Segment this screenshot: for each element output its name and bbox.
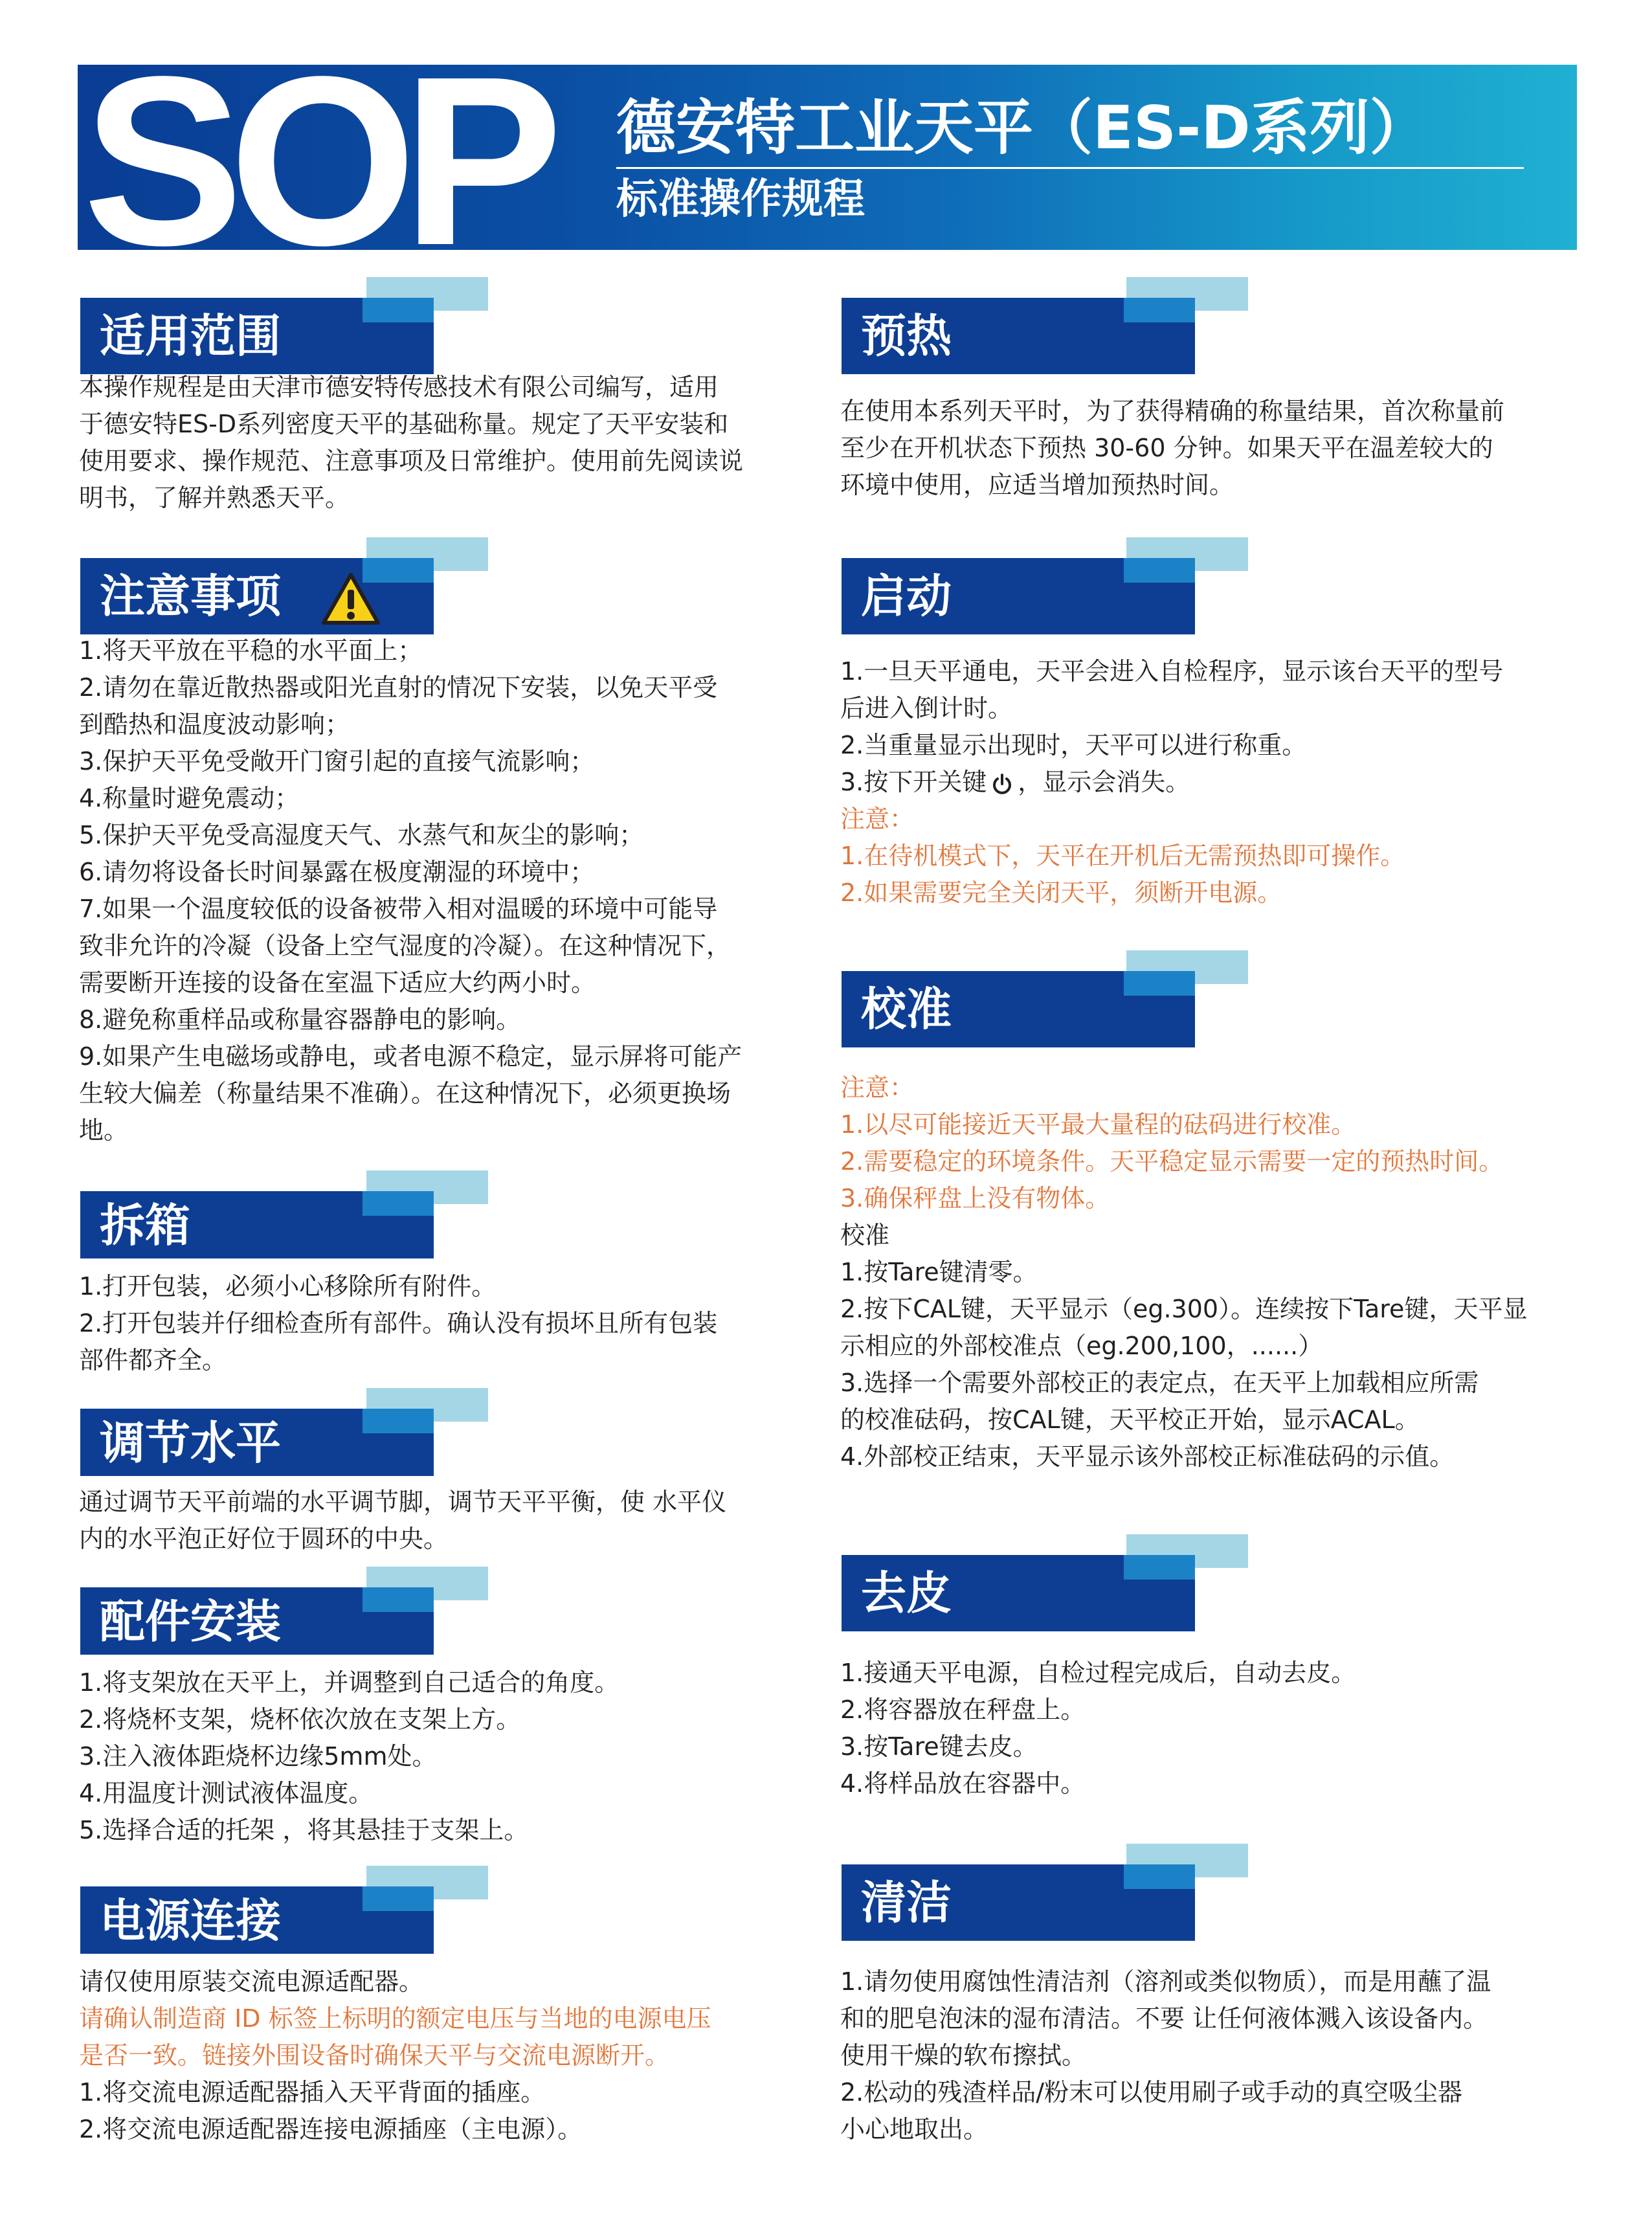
text-line: 使用干燥的软布擦拭。	[840, 2041, 1087, 2070]
precautions-text	[79, 632, 823, 1149]
text-line: 4.将样品放在容器中。	[840, 1769, 1086, 1798]
section-title-scope: 适用范围	[100, 309, 281, 363]
text-line: 1.请勿使用腐蚀性清洁剂（溶剂或类似物质），而是用蘸了温	[840, 1967, 1491, 1996]
section-title-tare: 去皮	[861, 1567, 952, 1620]
text-line: 示相应的外部校准点（eg.200,100，......）	[840, 1332, 1323, 1360]
text-line: 2.将容器放在秤盘上。	[840, 1695, 1086, 1724]
calibration-note-line: 2.需要稳定的环境条件。天平稳定显示需要一定的预热时间。	[840, 1147, 1504, 1176]
text-line: 后进入倒计时。	[840, 694, 1013, 722]
startup-note-line: 1.在待机模式下，天平在开机后无需预热即可操作。	[840, 842, 1405, 870]
text-line	[840, 764, 1604, 801]
preheat-text	[840, 393, 1604, 504]
text-line: 通过调节天平前端的水平调节脚，调节天平平衡，使 水平仪	[79, 1488, 727, 1516]
text-line: 小心地取出。	[840, 2115, 988, 2143]
text-line: 3.按Tare键去皮。	[840, 1732, 1038, 1761]
power-note-line: 请确认制造商 ID 标签上标明的额定电压与当地的电源电压	[79, 2004, 711, 2033]
header-accent-blue	[1124, 1864, 1195, 1889]
text-line: 生较大偏差（称量结果不准确）。在这种情况下，必须更换场	[79, 1079, 731, 1108]
header-accent-blue	[363, 1886, 434, 1911]
text-line: 5.保护天平免受高湿度天气、水蒸气和灰尘的影响；	[79, 821, 644, 849]
power-text	[79, 1963, 823, 2148]
text-line: 2.按下CAL键，天平显示（eg.300）。连续按下Tare键，天平显	[840, 1295, 1528, 1323]
unboxing-text	[79, 1268, 823, 1379]
text-line: 4.用温度计测试液体温度。	[79, 1779, 374, 1807]
text-line: 使用要求、操作规范、注意事项及日常维护。使用前先阅读说	[79, 447, 744, 475]
section-title-precautions: 注意事项	[100, 570, 281, 623]
text-line: 的校准砝码，按CAL键，天平校正开始，显示ACAL。	[840, 1405, 1420, 1434]
text-line: 明书，了解并熟悉天平。	[79, 484, 350, 512]
text-line: 本操作规程是由天津市德安特传感技术有限公司编写，适用	[79, 373, 719, 401]
header-banner	[78, 65, 1577, 250]
header-accent-blue	[1124, 971, 1195, 996]
power-key-text: 3.按下开关键	[840, 768, 987, 796]
text-line: 请仅使用原装交流电源适配器。	[79, 1967, 424, 1996]
text-line: 至少在开机状态下预热 30-60 分钟。如果天平在温差较大的	[840, 434, 1493, 462]
header-accent-blue	[363, 298, 434, 322]
text-line: 8.避免称重样品或称量容器静电的影响。	[79, 1005, 521, 1034]
text-line: 2.打开包装并仔细检查所有部件。确认没有损坏且所有包装	[79, 1309, 718, 1337]
section-title-cleaning: 清洁	[861, 1876, 952, 1929]
text-line: 3.保护天平免受敞开门窗引起的直接气流影响；	[79, 747, 595, 776]
power-icon	[990, 772, 1014, 796]
header-accent-blue	[363, 1191, 434, 1216]
text-line: 地。	[79, 1116, 129, 1145]
text-line: 环境中使用，应适当增加预热时间。	[840, 471, 1234, 499]
power-note-line: 是否一致。链接外围设备时确保天平与交流电源断开。	[79, 2041, 670, 2070]
text-line: 2.松动的残渣样品/粉末可以使用刷子或手动的真空吸尘器	[840, 2078, 1463, 2107]
section-title-power: 电源连接	[100, 1894, 281, 1947]
calibration-note-line: 1.以尽可能接近天平最大量程的砝码进行校准。	[840, 1110, 1356, 1139]
tare-text	[840, 1655, 1604, 1802]
text-line: 1.打开包装，必须小心移除所有附件。	[79, 1272, 497, 1301]
text-line: 校准	[840, 1221, 890, 1249]
power-key-suffix: ，显示会消失。	[1018, 768, 1190, 796]
text-line: 3.注入液体距烧杯边缘5mm处。	[79, 1742, 437, 1771]
warning-triangle-icon	[321, 572, 381, 625]
header-accent-blue	[1124, 298, 1195, 322]
startup-note-line: 2.如果需要完全关闭天平，须断开电源。	[840, 878, 1282, 907]
section-title-accessories: 配件安装	[100, 1595, 281, 1648]
text-line: 于德安特ES-D系列密度天平的基础称量。规定了天平安装和	[79, 410, 729, 438]
text-line: 1.一旦天平通电，天平会进入自检程序，显示该台天平的型号	[840, 657, 1504, 686]
text-line: 7.如果一个温度较低的设备被带入相对温暖的环境中可能导	[79, 895, 718, 923]
text-line: 4.称量时避免震动；	[79, 784, 300, 812]
header-accent-blue	[1124, 558, 1195, 583]
text-line: 2.当重量显示出现时，天平可以进行称重。	[840, 731, 1307, 759]
header-accent-blue	[1124, 1555, 1195, 1580]
header-accent-blue	[363, 1409, 434, 1433]
text-line: 1.将支架放在天平上，并调整到自己适合的角度。	[79, 1668, 620, 1697]
calibration-note-line: 注意：	[840, 1073, 915, 1102]
text-line: 1.接通天平电源，自检过程完成后，自动去皮。	[840, 1659, 1356, 1687]
leveling-text	[79, 1484, 823, 1558]
section-title-calibration: 校准	[861, 983, 952, 1036]
text-line: 1.将天平放在平稳的水平面上；	[79, 636, 423, 665]
section-title-leveling: 调节水平	[100, 1416, 281, 1470]
section-title-startup: 启动	[861, 570, 952, 623]
document-subtitle: 标准操作规程	[616, 175, 865, 223]
text-line: 6.请勿将设备长时间暴露在极度潮湿的环境中；	[79, 858, 595, 886]
startup-text	[840, 653, 1604, 911]
text-line: 2.将烧杯支架，烧杯依次放在支架上方。	[79, 1705, 521, 1734]
text-line: 在使用本系列天平时，为了获得精确的称量结果，首次称量前	[840, 397, 1505, 425]
text-line: 和的肥皂泡沫的湿布清洁。不要 让任何液体溅入该设备内。	[840, 2004, 1488, 2033]
header-accent-blue	[363, 1587, 434, 1612]
text-line: 部件都齐全。	[79, 1346, 227, 1374]
text-line: 9.如果产生电磁场或静电，或者电源不稳定，显示屏将可能产	[79, 1042, 742, 1071]
startup-note-line: 注意：	[840, 805, 915, 833]
text-line: 1.将交流电源适配器插入天平背面的插座。	[79, 2078, 546, 2107]
document-title: 德安特工业天平（ES-D系列）	[616, 93, 1429, 162]
text-line: 4.外部校正结束，天平显示该外部校正标准砝码的示值。	[840, 1442, 1455, 1471]
text-line: 致非允许的冷凝（设备上空气湿度的冷凝）。在这种情况下，	[79, 932, 731, 960]
calibration-text	[840, 1069, 1604, 1475]
accessories-text	[79, 1664, 823, 1849]
text-line: 3.选择一个需要外部校正的表定点，在天平上加载相应所需	[840, 1369, 1479, 1397]
section-title-unboxing: 拆箱	[100, 1199, 190, 1252]
text-line: 2.请勿在靠近散热器或阳光直射的情况下安装，以免天平受	[79, 673, 718, 702]
text-line: 需要断开连接的设备在室温下适应大约两小时。	[79, 968, 596, 997]
cleaning-text	[840, 1963, 1604, 2148]
sop-logo: SOP	[83, 65, 549, 250]
title-divider	[616, 167, 1524, 169]
section-title-preheat: 预热	[861, 309, 952, 363]
text-line: 到酷热和温度波动影响；	[79, 710, 350, 739]
text-line: 5.选择合适的托架 ，将其悬挂于支架上。	[79, 1816, 529, 1844]
text-line: 内的水平泡正好位于圆环的中央。	[79, 1525, 449, 1553]
scope-text	[79, 369, 823, 517]
text-line: 2.将交流电源适配器连接电源插座（主电源）。	[79, 2115, 583, 2143]
calibration-note-line: 3.确保秤盘上没有物体。	[840, 1184, 1110, 1213]
text-line: 1.按Tare键清零。	[840, 1258, 1038, 1286]
